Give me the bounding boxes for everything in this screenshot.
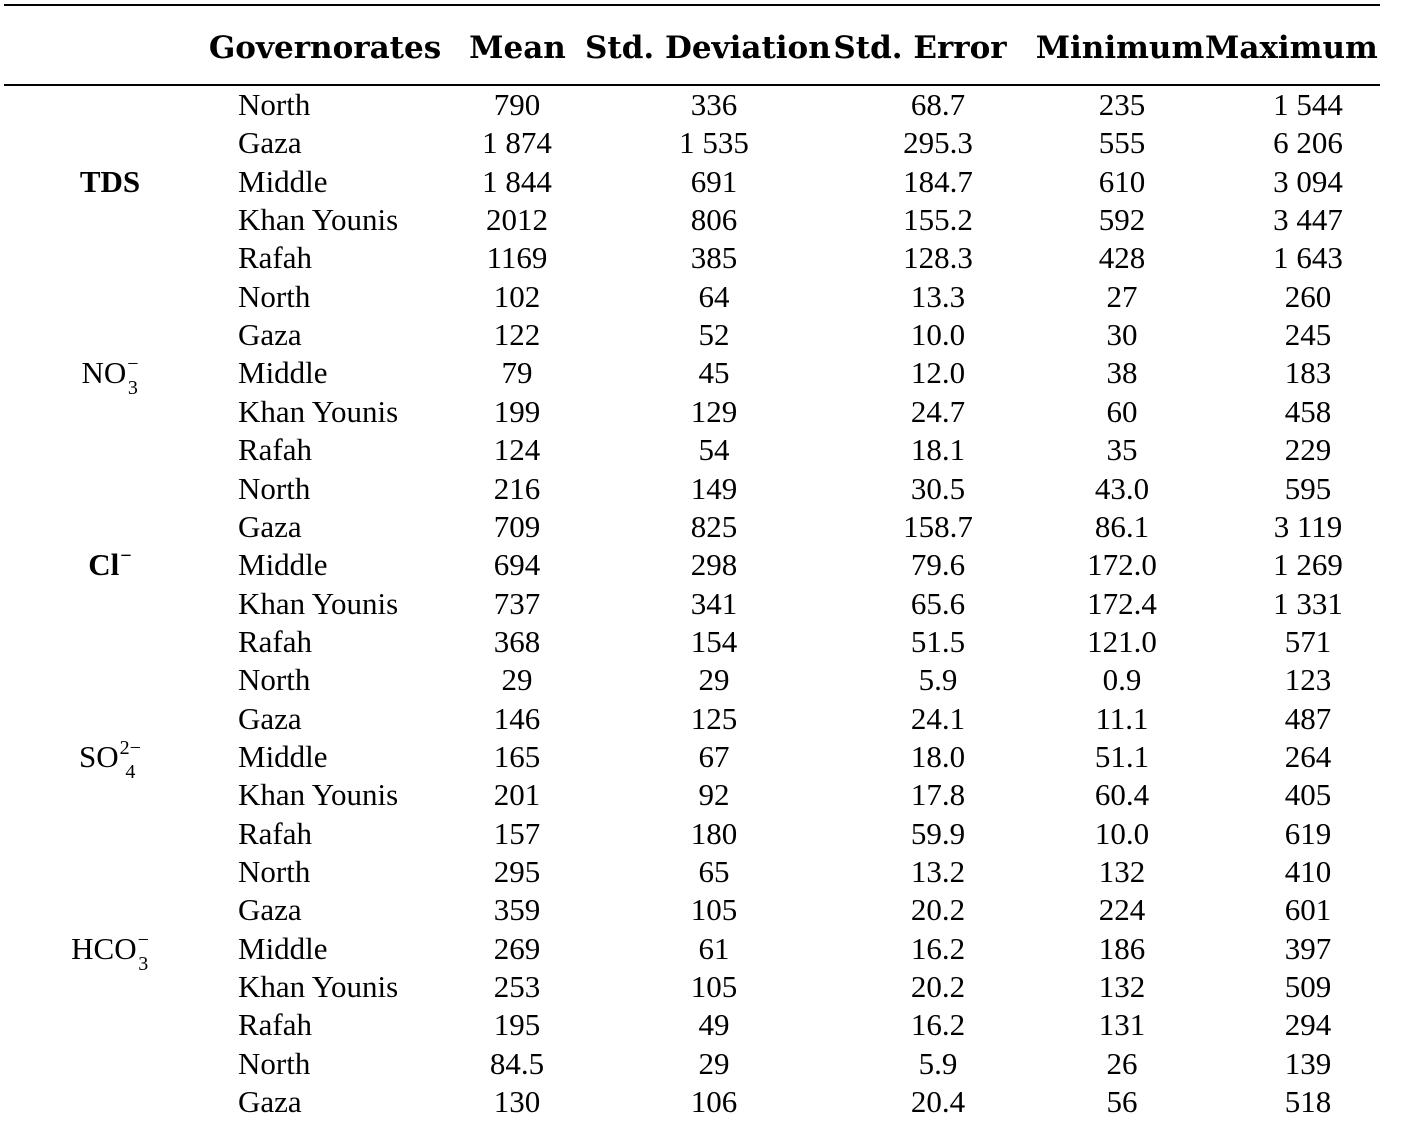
governorate-cell: Middle xyxy=(238,355,328,391)
governorate-cell: Rafah xyxy=(238,1007,313,1043)
header-minimum: Minimum xyxy=(1035,30,1205,66)
parameter-label xyxy=(60,160,160,204)
std-deviation-cell: 125 xyxy=(690,700,738,736)
maximum-cell: 601 xyxy=(1284,892,1332,928)
governorate-cell: Rafah xyxy=(238,623,313,659)
mean-cell: 1 844 xyxy=(482,163,552,199)
std-error-cell: 20.4 xyxy=(910,1084,966,1120)
mean-cell: 216 xyxy=(493,470,541,506)
parameter-base: Cl xyxy=(88,547,120,583)
parameter-base: NO xyxy=(81,355,127,391)
ion-subscript: 3 xyxy=(127,377,138,400)
minimum-cell: 60.4 xyxy=(1094,777,1150,813)
std-error-cell: 13.2 xyxy=(910,854,966,889)
maximum-cell: 6 206 xyxy=(1273,125,1343,161)
std-error-cell: 128.3 xyxy=(903,240,973,276)
ion-subscript: 4 xyxy=(125,760,136,783)
minimum-cell: 610 xyxy=(1098,163,1146,199)
mean-cell: 124 xyxy=(493,432,541,468)
minimum-cell: 0.9 xyxy=(1102,662,1142,698)
maximum-cell: 3 447 xyxy=(1273,202,1343,238)
std-deviation-cell: 29 xyxy=(698,1045,730,1081)
maximum-cell: 1 331 xyxy=(1273,585,1343,621)
std-deviation-cell: 691 xyxy=(690,163,738,199)
std-error-cell: 295.3 xyxy=(903,125,973,161)
maximum-cell: 229 xyxy=(1284,432,1332,468)
maximum-cell: 410 xyxy=(1284,854,1332,889)
maximum-cell: 3 119 xyxy=(1273,508,1343,544)
std-deviation-cell: 341 xyxy=(690,585,738,621)
std-deviation-cell: 45 xyxy=(698,355,730,391)
governorate-cell: Khan Younis xyxy=(238,393,399,429)
maximum-cell: 595 xyxy=(1284,470,1332,506)
mean-cell: 790 xyxy=(493,87,541,122)
std-error-cell: 20.2 xyxy=(910,969,966,1005)
std-error-cell: 16.2 xyxy=(910,1007,966,1043)
ion-charge-notation xyxy=(127,353,139,400)
mean-cell: 84.5 xyxy=(489,1045,545,1081)
std-deviation-cell: 49 xyxy=(698,1007,730,1043)
maximum-cell: 123 xyxy=(1284,662,1332,698)
governorate-cell: North xyxy=(238,87,311,122)
governorate-cell: North xyxy=(238,854,311,889)
governorate-cell: Gaza xyxy=(238,700,302,736)
maximum-cell: 619 xyxy=(1284,815,1332,851)
minimum-cell: 11.1 xyxy=(1095,700,1149,736)
governorate-cell: Rafah xyxy=(238,432,313,468)
governorate-cell: Gaza xyxy=(238,892,302,928)
governorate-cell: Khan Younis xyxy=(238,585,399,621)
parameter-label xyxy=(60,735,160,783)
minimum-cell: 43.0 xyxy=(1094,470,1150,506)
std-error-cell: 10.0 xyxy=(910,317,966,353)
maximum-cell: 1 643 xyxy=(1273,240,1343,276)
mean-cell: 359 xyxy=(493,892,541,928)
std-error-cell: 16.2 xyxy=(910,930,966,966)
ion-charge-notation xyxy=(119,736,141,783)
maximum-cell: 245 xyxy=(1284,317,1332,353)
maximum-cell: 264 xyxy=(1284,738,1332,774)
governorate-cell: North xyxy=(238,278,311,314)
maximum-cell: 458 xyxy=(1284,393,1332,429)
minimum-cell: 186 xyxy=(1098,930,1146,966)
governorate-cell: North xyxy=(238,662,311,698)
maximum-cell: 571 xyxy=(1284,623,1332,659)
ion-subscript: 3 xyxy=(138,952,149,975)
std-deviation-cell: 105 xyxy=(690,892,738,928)
std-deviation-cell: 298 xyxy=(690,547,738,583)
minimum-cell: 132 xyxy=(1098,969,1146,1005)
minimum-cell: 35 xyxy=(1106,432,1138,468)
minimum-cell: 26 xyxy=(1106,1045,1138,1081)
std-deviation-cell: 385 xyxy=(690,240,738,276)
maximum-cell: 294 xyxy=(1284,1007,1332,1043)
minimum-cell: 30 xyxy=(1106,317,1138,353)
parameter-base: TDS xyxy=(79,163,141,199)
std-error-cell: 65.6 xyxy=(910,585,966,621)
mean-cell: 694 xyxy=(493,547,541,583)
std-deviation-cell: 129 xyxy=(690,393,738,429)
mean-cell: 195 xyxy=(493,1007,541,1043)
ion-charge: − xyxy=(127,353,139,376)
std-error-cell: 30.5 xyxy=(910,470,966,506)
parameter-label xyxy=(60,927,160,975)
std-deviation-cell: 65 xyxy=(698,854,730,889)
governorate-cell: Gaza xyxy=(238,317,302,353)
maximum-cell: 487 xyxy=(1284,700,1332,736)
governorate-cell: Gaza xyxy=(238,508,302,544)
mean-cell: 295 xyxy=(493,854,541,889)
maximum-cell: 509 xyxy=(1284,969,1332,1005)
maximum-cell: 405 xyxy=(1284,777,1332,813)
std-error-cell: 5.9 xyxy=(918,662,958,698)
parameter-base: HCO xyxy=(71,930,137,966)
mean-cell: 157 xyxy=(493,815,541,851)
parameter-base: SO xyxy=(79,738,119,774)
std-deviation-cell: 336 xyxy=(690,87,738,122)
minimum-cell: 38 xyxy=(1106,355,1138,391)
std-error-cell: 18.1 xyxy=(910,432,966,468)
minimum-cell: 224 xyxy=(1098,892,1146,928)
ion-charge-notation xyxy=(137,928,149,975)
ion-charge: − xyxy=(137,928,149,951)
minimum-cell: 10.0 xyxy=(1094,815,1150,851)
std-error-cell: 24.7 xyxy=(910,393,966,429)
mean-cell: 368 xyxy=(493,623,541,659)
maximum-cell: 1 544 xyxy=(1273,87,1343,122)
std-error-cell: 17.8 xyxy=(910,777,966,813)
minimum-cell: 172.0 xyxy=(1087,547,1157,583)
header-maximum: Maximum xyxy=(1205,30,1378,66)
governorate-cell: Middle xyxy=(238,738,328,774)
std-deviation-cell: 52 xyxy=(698,317,730,353)
maximum-cell: 139 xyxy=(1284,1045,1332,1081)
governorate-cell: North xyxy=(238,1045,311,1081)
minimum-cell: 51.1 xyxy=(1094,738,1150,774)
std-deviation-cell: 29 xyxy=(698,662,730,698)
governorate-cell: Middle xyxy=(238,163,328,199)
mean-cell: 1169 xyxy=(486,240,548,276)
std-error-cell: 20.2 xyxy=(910,892,966,928)
mean-cell: 130 xyxy=(493,1084,541,1120)
std-error-cell: 51.5 xyxy=(910,623,966,659)
table-top-rule xyxy=(4,4,1380,6)
std-deviation-cell: 64 xyxy=(698,278,730,314)
minimum-cell: 592 xyxy=(1098,202,1146,238)
std-deviation-cell: 180 xyxy=(690,815,738,851)
std-deviation-cell: 154 xyxy=(690,623,738,659)
header-governorates: Governorates xyxy=(208,30,442,66)
std-deviation-cell: 1 535 xyxy=(679,125,749,161)
governorate-cell: North xyxy=(238,470,311,506)
governorate-cell: Khan Younis xyxy=(238,202,399,238)
ion-charge: 2− xyxy=(119,736,141,759)
governorate-cell: Rafah xyxy=(238,240,313,276)
mean-cell: 146 xyxy=(493,700,541,736)
maximum-cell: 397 xyxy=(1284,930,1332,966)
header-std-deviation: Std. Deviation xyxy=(585,30,831,66)
std-deviation-cell: 92 xyxy=(698,777,730,813)
std-error-cell: 79.6 xyxy=(910,547,966,583)
mean-cell: 199 xyxy=(493,393,541,429)
parameter-label xyxy=(60,543,160,587)
ion-charge: − xyxy=(120,545,132,568)
mean-cell: 102 xyxy=(493,278,541,314)
minimum-cell: 60 xyxy=(1106,393,1138,429)
mean-cell: 737 xyxy=(493,585,541,621)
maximum-cell: 1 269 xyxy=(1273,547,1343,583)
governorate-cell: Khan Younis xyxy=(238,777,399,813)
header-mean: Mean xyxy=(469,30,566,66)
maximum-cell: 260 xyxy=(1284,278,1332,314)
std-deviation-cell: 149 xyxy=(690,470,738,506)
mean-cell: 269 xyxy=(493,930,541,966)
minimum-cell: 235 xyxy=(1098,87,1146,122)
mean-cell: 201 xyxy=(493,777,541,813)
mean-cell: 165 xyxy=(493,738,541,774)
mean-cell: 122 xyxy=(493,317,541,353)
std-error-cell: 184.7 xyxy=(903,163,973,199)
std-deviation-cell: 54 xyxy=(698,432,730,468)
governorate-cell: Rafah xyxy=(238,815,313,851)
minimum-cell: 121.0 xyxy=(1087,623,1157,659)
std-error-cell: 59.9 xyxy=(910,815,966,851)
std-deviation-cell: 106 xyxy=(690,1084,738,1120)
std-deviation-cell: 61 xyxy=(698,930,730,966)
mean-cell: 29 xyxy=(501,662,533,698)
mean-cell: 709 xyxy=(493,508,541,544)
std-error-cell: 12.0 xyxy=(910,355,966,391)
minimum-cell: 428 xyxy=(1098,240,1146,276)
governorate-cell: Khan Younis xyxy=(238,969,399,1005)
std-deviation-cell: 67 xyxy=(698,738,730,774)
mean-cell: 79 xyxy=(501,355,533,391)
std-error-cell: 18.0 xyxy=(910,738,966,774)
mean-cell: 253 xyxy=(493,969,541,1005)
mean-cell: 2012 xyxy=(486,202,548,238)
std-error-cell: 5.9 xyxy=(918,1045,958,1081)
governorate-cell: Middle xyxy=(238,547,328,583)
maximum-cell: 3 094 xyxy=(1273,163,1343,199)
governorate-cell: Middle xyxy=(238,930,328,966)
minimum-cell: 56 xyxy=(1106,1084,1138,1120)
minimum-cell: 132 xyxy=(1098,854,1146,889)
governorate-cell: Gaza xyxy=(238,1084,302,1120)
minimum-cell: 27 xyxy=(1106,278,1138,314)
std-deviation-cell: 825 xyxy=(690,508,738,544)
std-deviation-cell: 806 xyxy=(690,202,738,238)
std-error-cell: 24.1 xyxy=(910,700,966,736)
std-error-cell: 158.7 xyxy=(903,508,973,544)
minimum-cell: 131 xyxy=(1098,1007,1146,1043)
governorate-cell: Gaza xyxy=(238,125,302,161)
header-std-error: Std. Error xyxy=(833,30,1007,66)
ion-subscript xyxy=(120,570,131,590)
minimum-cell: 86.1 xyxy=(1094,508,1150,544)
minimum-cell: 172.4 xyxy=(1087,585,1157,621)
minimum-cell: 555 xyxy=(1098,125,1146,161)
std-error-cell: 68.7 xyxy=(910,87,966,122)
mean-cell: 1 874 xyxy=(482,125,552,161)
std-error-cell: 155.2 xyxy=(903,202,973,238)
parameter-label xyxy=(60,351,160,400)
std-error-cell: 13.3 xyxy=(910,278,966,314)
ion-charge-notation xyxy=(120,545,132,588)
std-deviation-cell: 105 xyxy=(690,969,738,1005)
maximum-cell: 518 xyxy=(1284,1084,1332,1120)
maximum-cell: 183 xyxy=(1284,355,1332,391)
